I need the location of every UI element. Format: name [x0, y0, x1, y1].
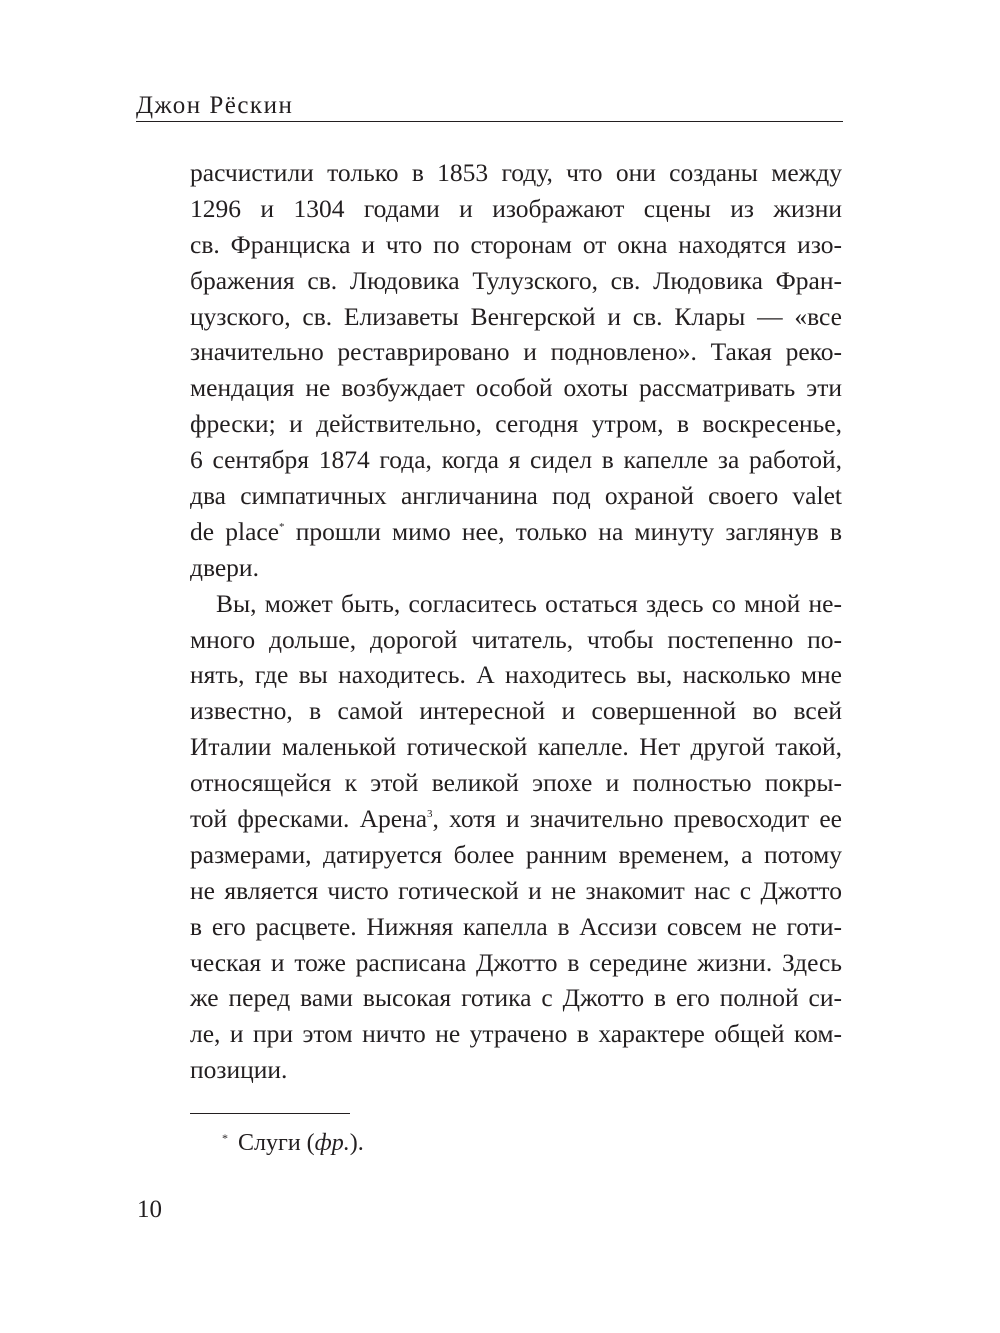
text-line: два симпатичных англичанина под охраной своего valet [190, 481, 842, 511]
text-line: фрески; и действительно, сегодня утром, в воскресенье, [190, 409, 842, 439]
text-line: бражения св. Людовика Тулузского, св. Людовика Фран- [190, 265, 842, 295]
text-fragment: de place [190, 516, 280, 546]
text-fragment: прошли мимо нее, только на минуту заглянув в [295, 516, 842, 546]
running-head: Джон Рёскин [136, 92, 294, 119]
text-line: относящейся к этой великой эпохе и полностью покры- [190, 768, 842, 798]
footnote-text: Слуги ( [238, 1130, 315, 1156]
text-line: не является чисто готической и не знакомит нас с Джотто [190, 875, 842, 905]
text-line: расчистили только в 1853 году, что они созданы между [190, 158, 842, 187]
footnote-tail: ). [349, 1130, 364, 1156]
text-line: двери. [190, 552, 259, 582]
text-line: ле, и при этом ничто не утрачено в характере общей ком- [190, 1019, 842, 1049]
footnote-rule [190, 1113, 350, 1114]
text-line: нять, где вы находитесь. А находитесь вы, насколько мне [190, 660, 842, 690]
page-number: 10 [137, 1196, 162, 1223]
text-line: Италии маленькой готической капелле. Нет другой такой, [190, 732, 842, 762]
footnote [222, 1121, 364, 1160]
text-line: известно, в самой интересной и совершенной во всей [190, 696, 842, 726]
text-line: мендация не возбуждает особой охоты рассматривать эти [190, 373, 842, 403]
text-line: св. Франциска и что по сторонам от окна находятся изо- [190, 229, 842, 259]
footnote-mark: * [222, 1131, 228, 1145]
body-text [190, 155, 842, 1088]
text-fragment: той фресками. Арена [190, 804, 428, 834]
text-line: цузского, св. Елизаветы Венгерской и св. Клары — «все [190, 301, 842, 331]
text-line-with-footnote-ref [190, 514, 842, 550]
text-line: позиции. [190, 1055, 288, 1085]
text-line: много дольше, дорогой читатель, чтобы постепенно по- [190, 624, 842, 654]
endnote-ref: 3 [427, 808, 433, 821]
text-line: же перед вами высокая готика с Джотто в его полной си- [190, 983, 842, 1013]
text-line-with-note-ref [190, 801, 842, 837]
footnote-ref-asterisk: * [279, 520, 285, 533]
text-fragment: , хотя и значительно превосходит ее [432, 804, 842, 834]
text-line: размерами, датируется более ранним временем, а потому [190, 839, 842, 869]
text-line: 1296 и 1304 годами и изображают сцены из жизни [190, 193, 842, 223]
header-rule [136, 121, 843, 122]
text-line: Вы, может быть, согласитесь остаться здесь со мной не- [216, 588, 842, 618]
footnote-abbreviation: фр. [314, 1130, 350, 1156]
text-line: 6 сентября 1874 года, когда я сидел в капелле за работой, [190, 445, 842, 475]
text-line: значительно реставрировано и подновлено». Такая реко- [190, 337, 842, 367]
text-line: в его расцвете. Нижняя капелла в Ассизи совсем не готи- [190, 911, 842, 941]
text-line: ческая и тоже расписана Джотто в середине жизни. Здесь [190, 947, 842, 977]
